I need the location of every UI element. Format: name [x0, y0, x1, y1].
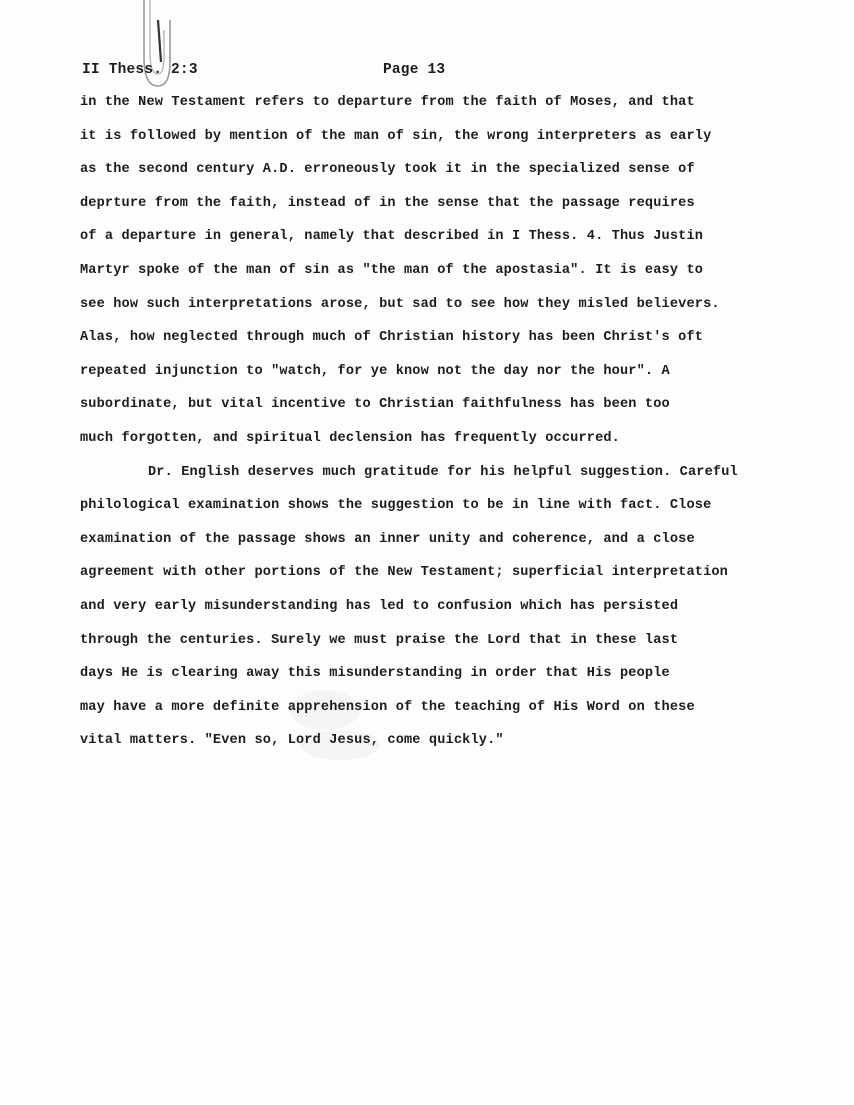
text-line: in the New Testament refers to departure from the faith of Moses, and that [80, 95, 695, 110]
text-line: Alas, how neglected through much of Christian history has been Christ's oft [80, 330, 704, 346]
text-line: Dr. English deserves much gratitude for his helpful suggestion. Careful [148, 464, 738, 480]
text-line: it is followed by mention of the man of sin, the wrong interpreters as early [80, 128, 712, 144]
text-line: subordinate, but vital incentive to Christian faithfulness has been too [80, 397, 670, 413]
text-line: as the second century A.D. erroneously took it in the specialized sense of [80, 162, 695, 178]
text-line: of a departure in general, namely that described in I Thess. 4. Thus Justin [80, 229, 704, 245]
text-line: through the centuries. Surely we must praise the Lord that in these last [80, 632, 679, 648]
page-header [80, 62, 780, 84]
scripture-reference: II Thess. 2:3 [82, 62, 198, 78]
text-line: and very early misunderstanding has led to confusion which has persisted [80, 598, 679, 614]
text-line: see how such interpretations arose, but sad to see how they misled believers. [80, 296, 720, 312]
text-line: deprture from the faith, instead of in the sense that the passage requires [80, 195, 695, 211]
paragraph-2 [80, 462, 780, 764]
text-line: examination of the passage shows an inner unity and coherence, and a close [80, 531, 695, 547]
text-line: philological examination shows the suggestion to be in line with fact. Close [80, 498, 712, 514]
text-line: agreement with other portions of the New Testament; superficial interpretation [80, 565, 728, 581]
text-line: vital matters. "Even so, Lord Jesus, come quickly." [80, 733, 504, 749]
text-line: repeated injunction to "watch, for ye know not the day nor the hour". A [80, 363, 670, 379]
paragraph-1 [80, 92, 780, 462]
text-line: much forgotten, and spiritual declension has frequently occurred. [80, 430, 620, 446]
text-line: Martyr spoke of the man of sin as "the man of the apostasia". It is easy to [80, 262, 704, 278]
document-body [80, 92, 780, 764]
text-line: days He is clearing away this misunderstanding in order that His people [80, 666, 670, 682]
text-line: may have a more definite apprehension of the teaching of His Word on these [80, 699, 695, 715]
page-number-label: Page 13 [383, 62, 446, 78]
